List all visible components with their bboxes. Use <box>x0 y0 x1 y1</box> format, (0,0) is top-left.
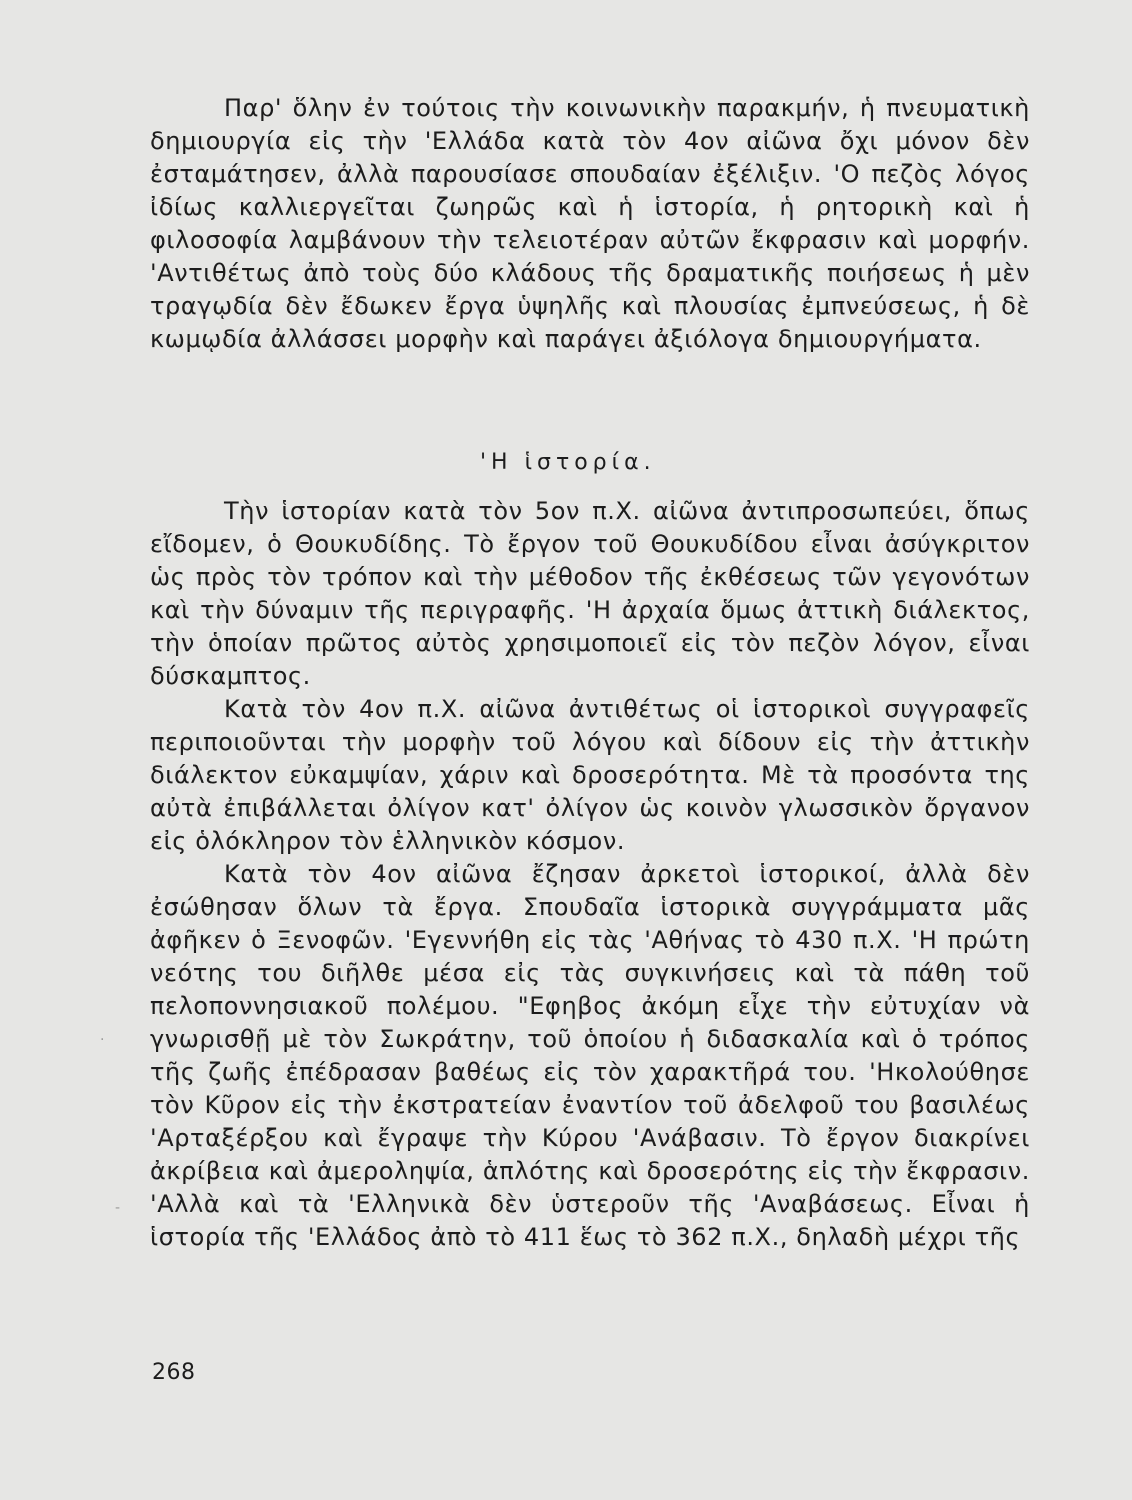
paragraph: Παρ' ὅλην ἐν τούτοις τὴν κοινωνικὴν παρακμήν, ἡ πνευματικὴ δημιουργία εἰς τὴν 'Ελλάδα κατὰ τὸν 4ον αἰῶνα ὄχι μόνον δὲν ἐσταμάτησεν, ἀλλὰ παρουσίασε σπουδαίαν ἐξέλιξιν. 'Ο πεζὸς λόγος ἰδίως καλλιεργεῖται ζωηρῶς καὶ ἡ ἱστορία, ἡ ρητορικὴ καὶ ἡ φιλοσοφία λαμβάνουν τὴν τελειοτέραν αὐτῶν ἔκφρασιν καὶ μορφήν. 'Αντιθέτως ἀπὸ τοὺς δύο κλάδους τῆς δραματικῆς ποιήσεως ἡ μὲν τραγῳδία δὲν ἔδωκεν ἔργα ὑψηλῆς καὶ πλουσίας ἐμπνεύσεως, ἡ δὲ κωμῳδία ἀλλάσσει μορφὴν καὶ παράγει ἀξιόλογα δημιουργήματα. <box>150 94 1030 353</box>
margin-mark-icon: - <box>115 1200 121 1216</box>
paragraph: Τὴν ἱστορίαν κατὰ τὸν 5ον π.Χ. αἰῶνα ἀντιπροσωπεύει, ὅπως εἴδομεν, ὁ Θουκυδίδης. Τὸ ἔργον τοῦ Θουκυδίδου εἶναι ἀσύγκριτον ὡς πρὸς τὸν τρόπον καὶ τὴν μέθοδον τῆς ἐκθέσεως τῶν γεγονότων καὶ τὴν δύναμιν τῆς περιγραφῆς. 'Η ἀρχαία ὅμως ἀττικὴ διάλεκτος, τὴν ὁποίαν πρῶτος αὐτὸς χρησιμοποιεῖ εἰς τὸν πεζὸν λόγον, εἶναι δύσκαμπτος. <box>150 497 1030 690</box>
history-section <box>150 495 1030 1254</box>
intro-section <box>150 92 1030 356</box>
margin-mark-icon: · <box>100 1032 105 1048</box>
page-number: 268 <box>152 1360 196 1385</box>
section-heading: 'Η ἱστορία. <box>480 450 656 475</box>
paragraph: Κατὰ τὸν 4ον π.Χ. αἰῶνα ἀντιθέτως οἱ ἱστορικοὶ συγγραφεῖς περιποιοῦνται τὴν μορφὴν τοῦ λόγου καὶ δίδουν εἰς τὴν ἀττικὴν διάλεκτον εὐκαμψίαν, χάριν καὶ δροσερότητα. Μὲ τὰ προσόντα της αὐτὰ ἐπιβάλλεται ὀλίγον κατ' ὀλίγον ὡς κοινὸν γλωσσικὸν ὄργανον εἰς ὁλόκληρον τὸν ἑλληνικὸν κόσμον. <box>150 695 1030 855</box>
paragraph: Κατὰ τὸν 4ον αἰῶνα ἔζησαν ἀρκετοὶ ἱστορικοί, ἀλλὰ δὲν ἐσώθησαν ὅλων τὰ ἔργα. Σπουδαῖα ἱστορικὰ συγγράμματα μᾶς ἀφῆκεν ὁ Ξενοφῶν. 'Εγεννήθη εἰς τὰς 'Αθήνας τὸ 430 π.Χ. 'Η πρώτη νεότης του διῆλθε μέσα εἰς τὰς συγκινήσεις καὶ τὰ πάθη τοῦ πελοποννησιακοῦ πολέμου. "Εφηβος ἀκόμη εἶχε τὴν εὐτυχίαν νὰ γνωρισθῇ μὲ τὸν Σωκράτην, τοῦ ὁποίου ἡ διδασκαλία καὶ ὁ τρόπος τῆς ζωῆς ἐπέδρασαν βαθέως εἰς τὸν χαρακτῆρά του. 'Ηκολούθησε τὸν Κῦρον εἰς τὴν ἐκστρατείαν ἐναντίον τοῦ ἀδελφοῦ του βασιλέως 'Αρταξέρξου καὶ ἔγραψε τὴν Κύρου 'Ανάβασιν. Τὸ ἔργον διακρίνει ἀκρίβεια καὶ ἀμεροληψία, ἁπλότης καὶ δροσερότης εἰς τὴν ἔκφρασιν. 'Αλλὰ καὶ τὰ 'Ελληνικὰ δὲν ὑστεροῦν τῆς 'Αναβάσεως. Εἶναι ἡ ἱστορία τῆς 'Ελλάδος ἀπὸ τὸ 411 ἕως τὸ 362 π.Χ., δηλαδὴ μέχρι τῆς <box>150 860 1030 1251</box>
